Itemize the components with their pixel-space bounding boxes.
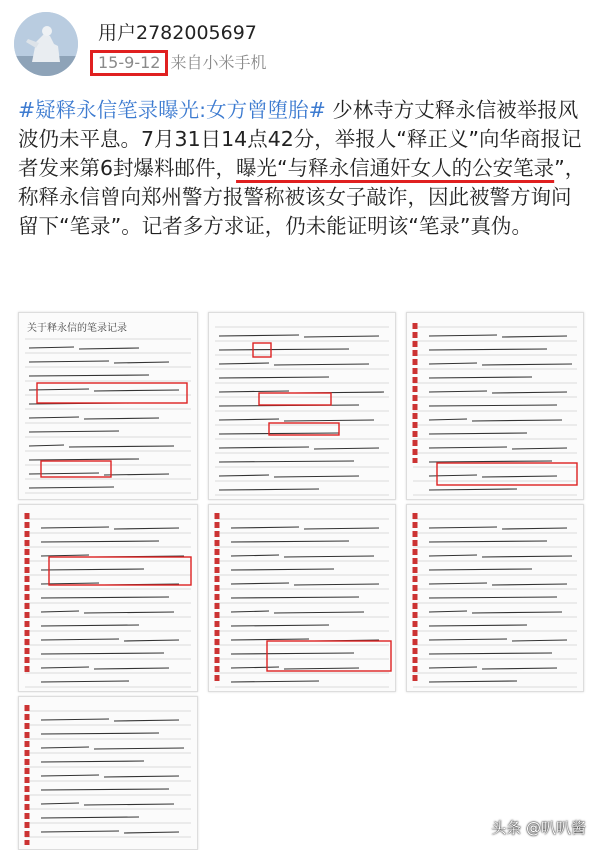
- post-meta: [90, 50, 266, 76]
- document-page-5[interactable]: [208, 504, 396, 692]
- document-image-grid: [14, 308, 586, 848]
- body-part1: 少林寺方丈释永信被举报风波仍未平息。7月31日14点42分，举报人“释正义”向华商报记者发来第6封爆料邮件，: [18, 98, 582, 180]
- highlighted-text: 曝光“与释永信通奸女人的公安笔录: [236, 156, 555, 180]
- post-date: 15-9-12: [90, 50, 168, 76]
- post-header: [0, 0, 600, 90]
- topic-link[interactable]: #疑释永信笔录曝光:女方曾堕胎#: [18, 98, 326, 122]
- handwritten-page-image: [407, 313, 583, 499]
- post-text: [18, 96, 590, 241]
- document-page-2[interactable]: [208, 312, 396, 500]
- body-part2: ”，称释永信曾向郑州警方报警称被该女子敲诈，因此被警方询问留下“笔录”。记者多方求证，仍未能证明该“笔录”真伪。: [18, 156, 586, 238]
- watermark: 头条 @叭叭酱: [491, 819, 586, 837]
- document-page-6[interactable]: [406, 504, 584, 692]
- document-page-1[interactable]: [18, 312, 198, 500]
- page1-title: 关于释永信的笔录记录: [27, 323, 127, 334]
- handwritten-page-image: [407, 505, 583, 691]
- username[interactable]: 用户2782005697: [98, 22, 257, 44]
- post-source: 来自小米手机: [170, 53, 267, 72]
- document-page-4[interactable]: [18, 504, 198, 692]
- document-page-7[interactable]: [18, 696, 198, 850]
- handwritten-page-image: [19, 313, 197, 499]
- avatar-statue-icon: [14, 12, 78, 76]
- handwritten-page-image: [209, 505, 395, 691]
- avatar[interactable]: [14, 12, 78, 76]
- handwritten-page-image: [19, 505, 197, 691]
- handwritten-page-image: [209, 313, 395, 499]
- handwritten-page-image: [19, 697, 197, 849]
- document-page-3[interactable]: [406, 312, 584, 500]
